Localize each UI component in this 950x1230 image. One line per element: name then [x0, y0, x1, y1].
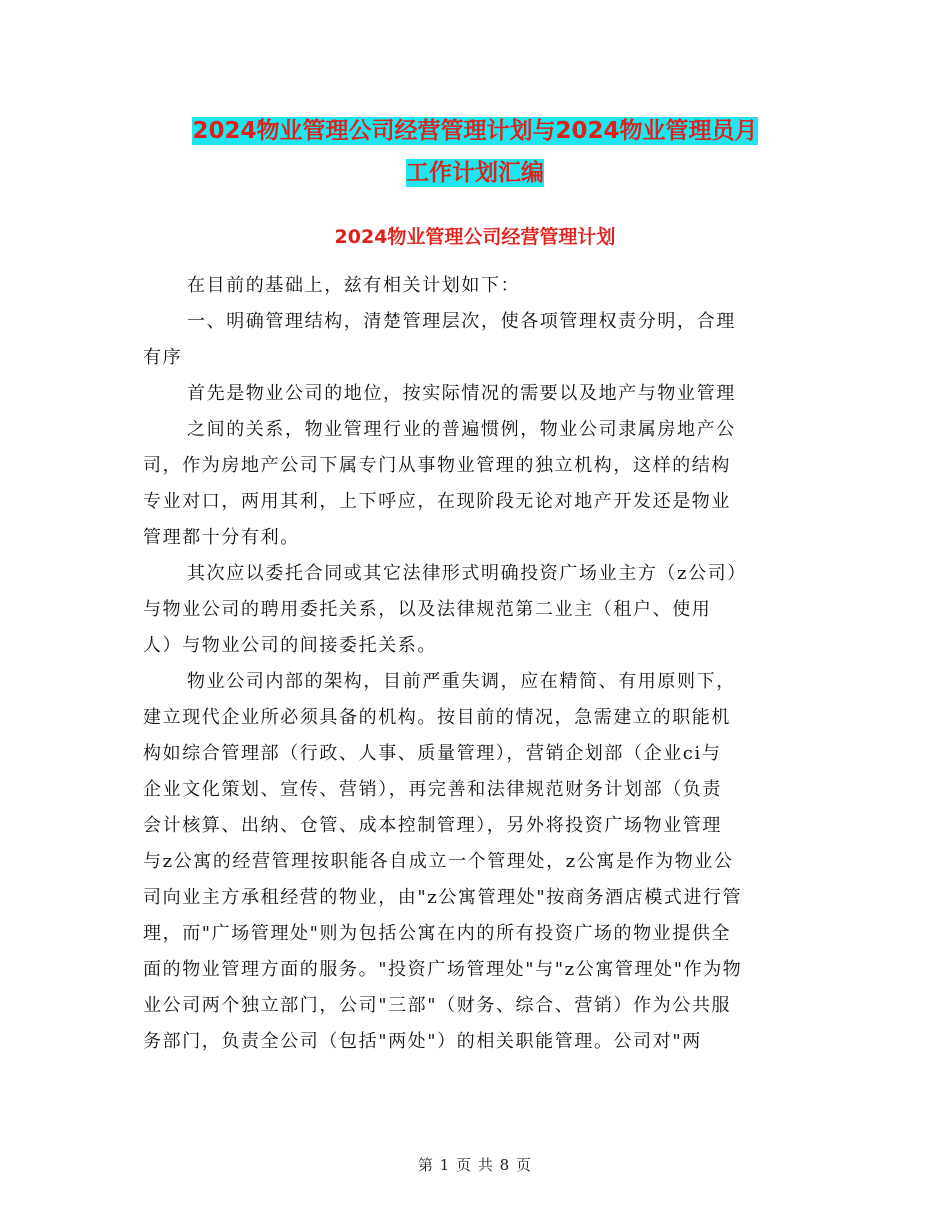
text-line: 之间的关系，物业管理行业的普遍惯例，物业公司隶属房地产公: [187, 419, 736, 440]
text-line: 会计核算、出纳、仓管、成本控制管理），另外将投资广场物业管理: [143, 815, 722, 836]
page-footer: 第 1 页 共 8 页: [418, 1156, 532, 1174]
body-text: [143, 268, 807, 1060]
document-title-highlight-2: 工作计划汇编: [406, 160, 544, 186]
section-title: 2024物业管理公司经营管理计划: [334, 226, 616, 248]
text-line: 理，而"广场管理处"则为包括公寓在内的所有投资广场的物业提供全: [143, 923, 732, 944]
text-line: 司，作为房地产公司下属专门从事物业管理的独立机构，这样的结构: [143, 455, 731, 476]
text-line: 在目前的基础上，兹有相关计划如下：: [187, 275, 521, 296]
text-line: 首先是物业公司的地位，按实际情况的需要以及地产与物业管理: [187, 383, 736, 404]
text-line: 管理都十分有利。: [143, 527, 300, 548]
document-title-highlight-1: 2024物业管理公司经营管理计划与2024物业管理员月: [192, 118, 758, 144]
text-line: 务部门，负责全公司（包括"两处"）的相关职能管理。公司对"两: [143, 1031, 702, 1052]
text-line: 其次应以委托合同或其它法律形式明确投资广场业主方（z公司）: [187, 563, 747, 584]
text-line: 与物业公司的聘用委托关系，以及法律规范第二业主（租户、使用: [143, 599, 712, 620]
text-line: 物业公司内部的架构，目前严重失调，应在精简、有用原则下，: [187, 671, 736, 692]
text-line: 与z公寓的经营管理按职能各自成立一个管理处，z公寓是作为物业公: [143, 851, 734, 872]
document-title-line-2: [0, 155, 950, 192]
text-line: 面的物业管理方面的服务。"投资广场管理处"与"z公寓管理处"作为物: [143, 959, 743, 980]
text-line: 一、明确管理结构，清楚管理层次，使各项管理权责分明，合理: [187, 311, 736, 332]
document-title-line-1: [0, 113, 950, 150]
text-line: 人）与物业公司的间接委托关系。: [143, 635, 437, 656]
text-line: 建立现代企业所必须具备的机构。按目前的情况，急需建立的职能机: [143, 707, 731, 728]
text-line: 专业对口，两用其利，上下呼应，在现阶段无论对地产开发还是物业: [143, 491, 731, 512]
text-line: 司向业主方承租经营的物业，由"z公寓管理处"按商务酒店模式进行管: [143, 887, 743, 908]
text-line: 企业文化策划、宣传、营销），再完善和法律规范财务计划部（负责: [143, 779, 722, 800]
text-line: 构如综合管理部（行政、人事、质量管理），营销企划部（企业ci与: [143, 743, 722, 764]
text-line: 有序: [143, 347, 183, 368]
text-line: 业公司两个独立部门，公司"三部"（财务、综合、营销）作为公共服: [143, 995, 732, 1016]
